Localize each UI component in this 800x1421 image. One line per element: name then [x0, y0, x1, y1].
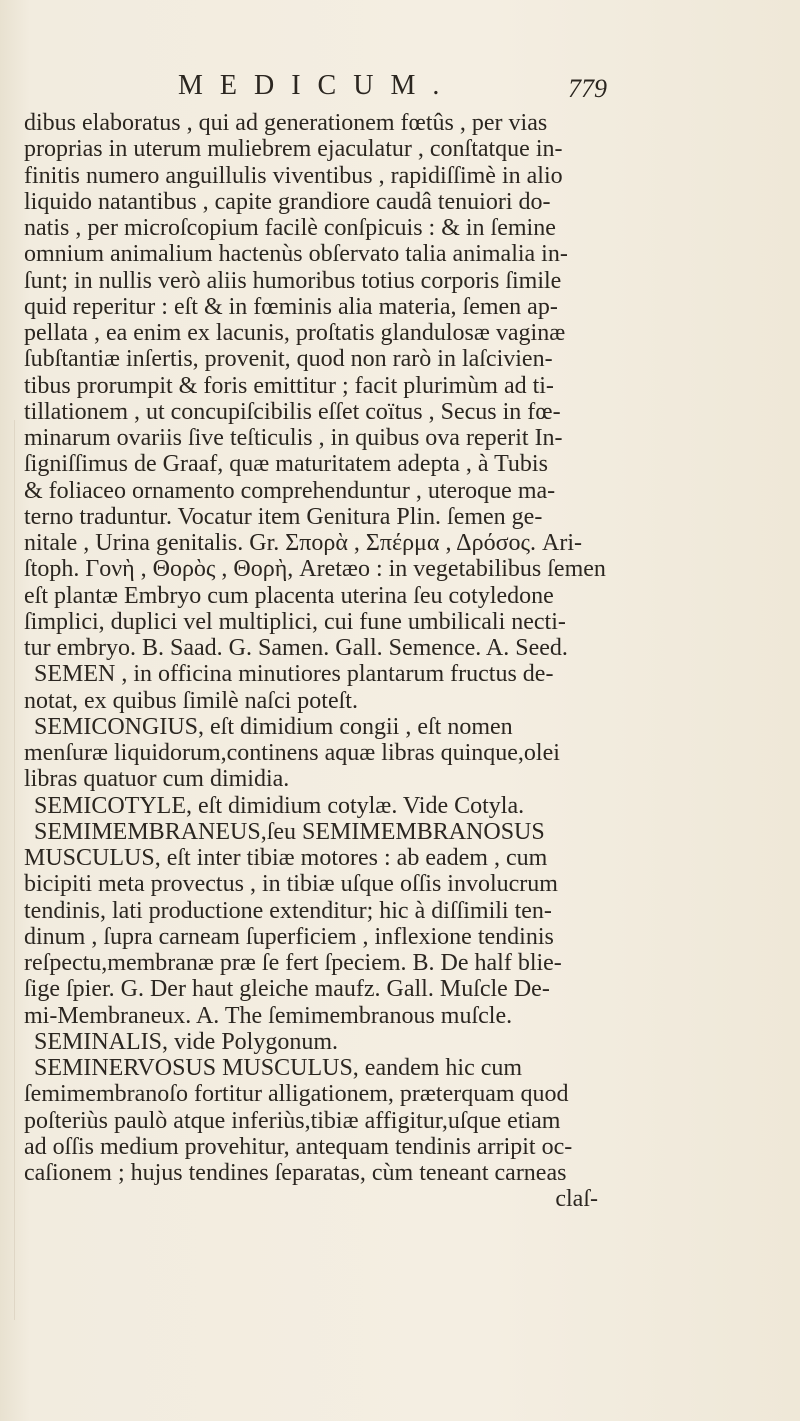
- text-line: ſige ſpier. G. Der haut gleiche maufz. Gall. Muſcle De-: [24, 976, 550, 1003]
- text-line: nitale , Urina genitalis. Gr. Σπορὰ , Σπέρμα , Δρόσος. Ari-: [24, 530, 582, 556]
- text-line: liquido natantibus , capite grandiore caudâ tenuiori do-: [24, 188, 551, 215]
- entry-line: SEMIMEMBRANEUS,ſeu SEMIMEMBRANOSUS: [34, 818, 545, 845]
- text-line: tendinis, lati productione extenditur; hic à diſſimili ten-: [24, 897, 552, 924]
- entry-line: SEMINALIS, vide Polygonum.: [34, 1028, 339, 1055]
- text-line: menſuræ liquidorum,continens aquæ libras quinque,olei: [24, 740, 560, 766]
- text-line: ſigniſſimus de Graaf, quæ maturitatem adepta , à Tubis: [24, 451, 548, 478]
- catchword: claſ-: [555, 1186, 598, 1213]
- text-line: omnium animalium hactenùs obſervato talia animalia in-: [24, 241, 568, 268]
- text-line: tur embryo. B. Saad. G. Samen. Gall. Semence. A. Seed.: [24, 635, 568, 661]
- text-line: ſtoph. Γονὴ , Θορὸς , Θορὴ, Aretæo : in vegetabilibus ſemen: [24, 556, 606, 583]
- text-line: libras quatuor cum dimidia.: [24, 766, 290, 793]
- running-title: MEDICUM.: [178, 70, 457, 101]
- text-line: dinum , ſupra carneam ſuperficiem , inflexione tendinis: [24, 923, 554, 950]
- text-line: MUSCULUS, eſt inter tibiæ motores : ab eadem , cum: [24, 845, 548, 871]
- text-line: finitis numero anguillulis viventibus , rapidiſſimè in alio: [24, 162, 563, 189]
- text-line: proprias in uterum muliebrem ejaculatur , conſtatque in-: [24, 136, 563, 163]
- text-line: ſunt; in nullis verò aliis humoribus totius corporis ſimile: [24, 267, 562, 294]
- text-line: bicipiti meta provectus , in tibiæ uſque oſſis involucrum: [24, 871, 558, 898]
- text-line: notat, ex quibus ſimilè naſci poteſt.: [24, 687, 358, 714]
- page-gutter-shadow: [14, 420, 15, 1320]
- text-line: tillationem , ut concupiſcibilis eſſet coïtus , Secus in fœ-: [24, 398, 561, 425]
- text-line: poſteriùs paulò atque inferiùs,tibiæ affigitur,uſque etiam: [24, 1107, 561, 1134]
- text-line: reſpectu,membranæ præ ſe fert ſpeciem. B. De half blie-: [24, 950, 562, 976]
- body-text: [24, 110, 784, 1213]
- text-line: tibus prorumpit & foris emittitur ; facit plurimùm ad ti-: [24, 372, 554, 399]
- text-line: mi-Membraneux. A. The ſemimembranous muſcle.: [24, 1002, 513, 1029]
- text-line: ad oſſis medium provehitur, antequam tendinis arripit oc-: [24, 1133, 573, 1160]
- page-header: [0, 70, 800, 110]
- entry-line: SEMINERVOSUS MUSCULUS, eandem hic cum: [34, 1055, 523, 1081]
- entry-line: SEMICOTYLE, eſt dimidium cotylæ. Vide Cotyla.: [34, 792, 525, 819]
- text-line: dibus elaboratus , qui ad generationem fœtûs , per vias: [24, 110, 548, 136]
- entry-line: SEMICONGIUS, eſt dimidium congii , eſt nomen: [34, 713, 513, 740]
- text-line: caſionem ; hujus tendines ſeparatas, cùm teneant carneas: [24, 1160, 567, 1186]
- text-line: natis , per microſcopium facilè conſpicuis : & in ſemine: [24, 215, 556, 241]
- text-line: pellata , ea enim ex lacunis, proſtatis glandulosæ vaginæ: [24, 320, 566, 346]
- text-line: quid reperitur : eſt & in fœminis alia materia, ſemen ap-: [24, 293, 558, 320]
- text-line: terno traduntur. Vocatur item Genitura Plin. ſemen ge-: [24, 503, 543, 530]
- page-number: 779: [568, 74, 607, 103]
- entry-line: SEMEN , in officina minutiores plantarum fructus de-: [34, 661, 554, 688]
- text-line: ſemimembranoſo fortitur alligationem, præterquam quod: [24, 1081, 569, 1108]
- text-line: minarum ovariis ſive teſticulis , in quibus ova reperit In-: [24, 425, 563, 451]
- text-line: ſimplici, duplici vel multiplici, cui fune umbilicali necti-: [24, 608, 566, 635]
- text-line: eſt plantæ Embryo cum placenta uterina ſeu cotyledone: [24, 582, 554, 609]
- text-line: & foliaceo ornamento comprehenduntur , uteroque ma-: [24, 477, 556, 504]
- text-line: ſubſtantiæ inſertis, provenit, quod non rarò in laſcivien-: [24, 346, 553, 373]
